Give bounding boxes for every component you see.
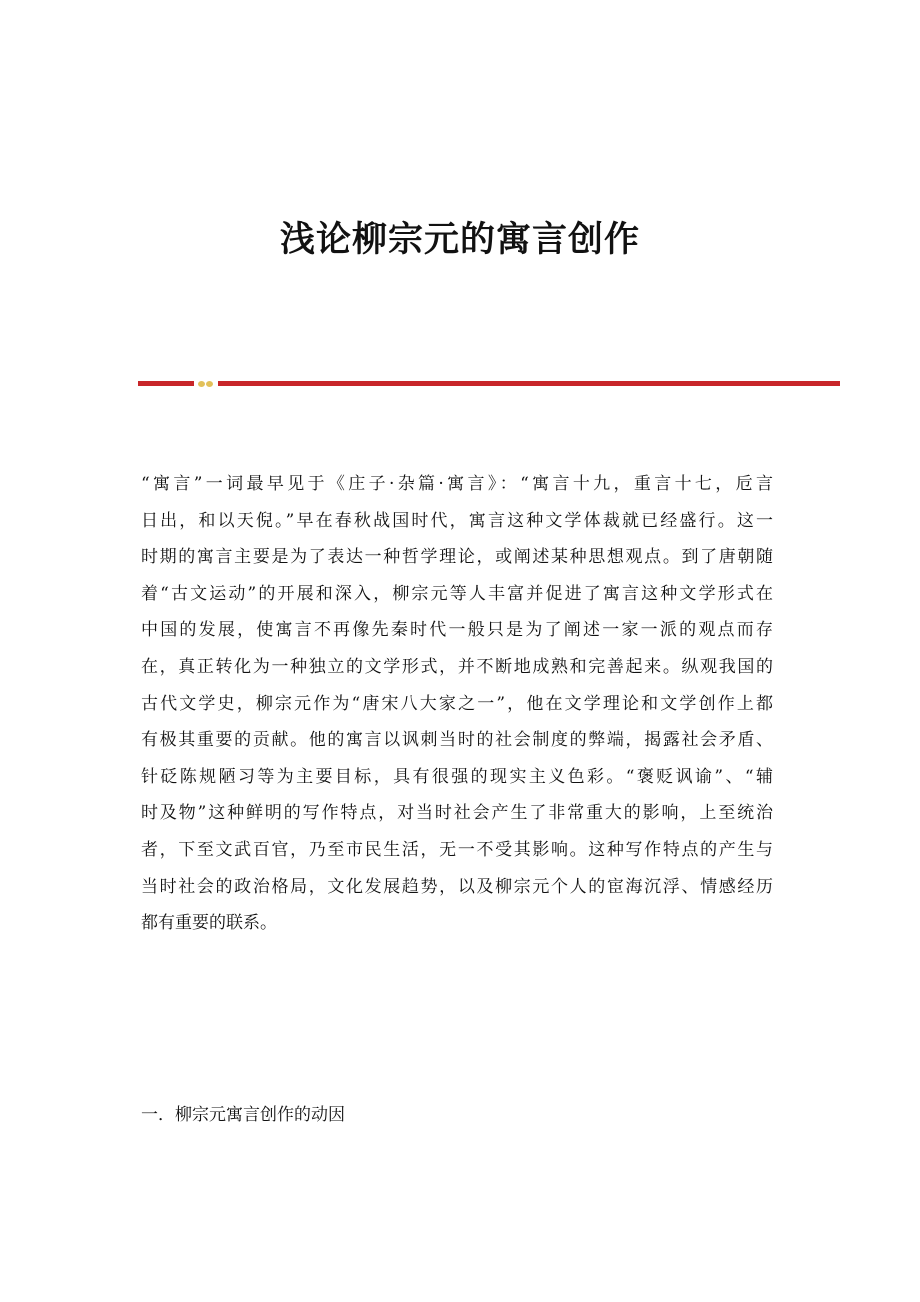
paragraph-line: 针砭陈规陋习等为主要目标，具有很强的现实主义色彩。“褒贬讽谕”、“辅: [141, 766, 773, 787]
paragraph-line: 者，下至文武百官，乃至市民生活，无一不受其影响。这种写作特点的产生与: [141, 839, 773, 860]
paragraph-line: 时及物”这种鲜明的写作特点，对当时社会产生了非常重大的影响，上至统治: [141, 803, 773, 824]
paragraph-line: 着“古文运动”的开展和深入，柳宗元等人丰富并促进了寓言这种文学形式在: [141, 583, 773, 604]
divider-bar-left: [138, 381, 194, 386]
paragraph-line: 日出，和以天倪。”早在春秋战国时代，寓言这种文学体裁就已经盛行。这一: [141, 510, 773, 531]
paragraph-line: “寓言”一词最早见于《庄子·杂篇·寓言》：“寓言十九，重言十七，卮言: [141, 474, 773, 494]
title-divider: [138, 379, 840, 391]
ornament-dot: [206, 381, 213, 387]
paragraph-line: 古代文学史，柳宗元作为“唐宋八大家之一”，他在文学理论和文学创作上都: [141, 693, 773, 714]
paragraph-line: 中国的发展，使寓言不再像先秦时代一般只是为了阐述一家一派的观点而存: [141, 620, 773, 641]
paragraph-line: 在，真正转化为一种独立的文学形式，并不断地成熟和完善起来。纵观我国的: [141, 656, 773, 677]
paragraph-line: 时期的寓言主要是为了表达一种哲学理论，或阐述某种思想观点。到了唐朝随: [141, 547, 773, 568]
body-paragraph: [141, 466, 773, 942]
divider-ornament-icon: [197, 380, 215, 388]
divider-bar-right: [218, 381, 840, 386]
paragraph-line: 当时社会的政治格局，文化发展趋势，以及柳宗元个人的宦海沉浮、情感经历: [141, 876, 773, 897]
paragraph-line: 有极其重要的贡献。他的寓言以讽刺当时的社会制度的弊端，揭露社会矛盾、: [141, 730, 773, 751]
paragraph-line: 都有重要的联系。: [141, 913, 277, 934]
section-heading: 一．柳宗元寓言创作的动因: [141, 1105, 345, 1125]
document-title: 浅论柳宗元的寓言创作: [279, 219, 640, 260]
ornament-dot: [198, 381, 205, 387]
